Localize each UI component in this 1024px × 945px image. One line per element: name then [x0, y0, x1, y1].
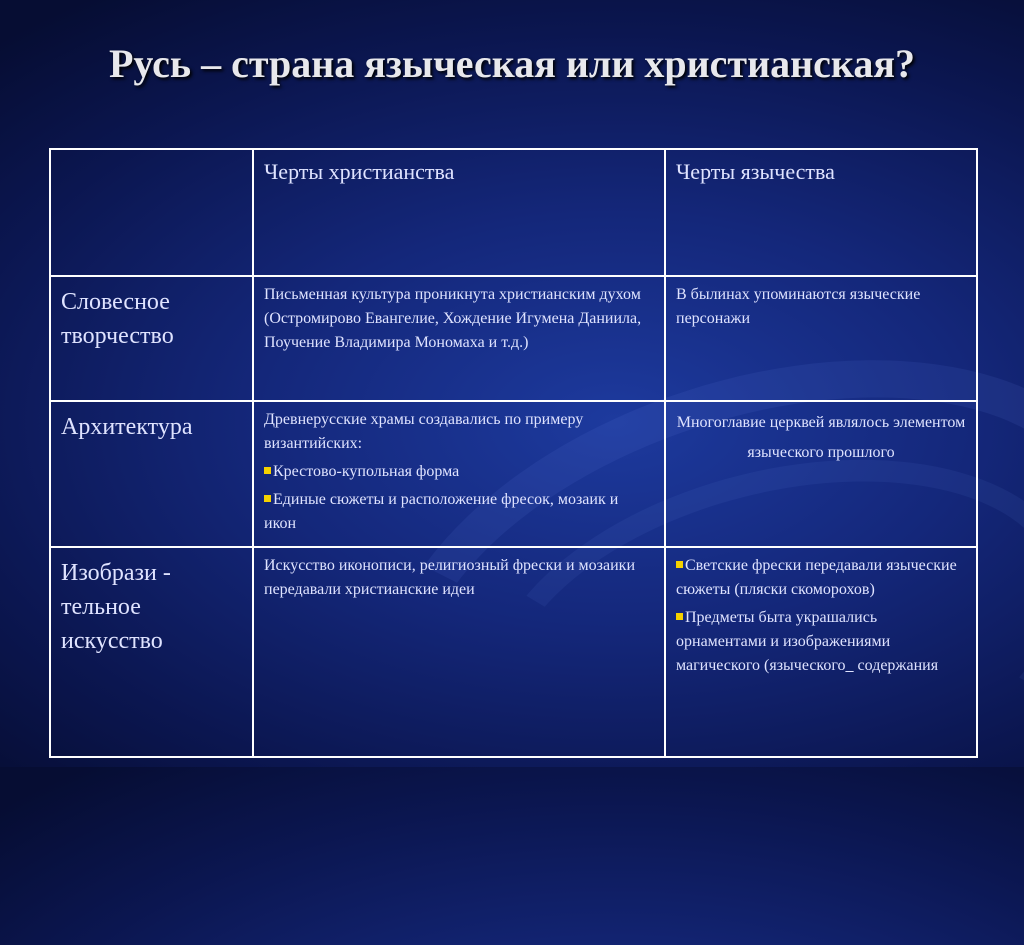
cell-literature-pagan: [665, 276, 977, 401]
bullet-item: [264, 488, 654, 536]
cell-text: В былинах упоминаются языческие персонажи: [676, 286, 921, 327]
cell-fine-art-pagan: [665, 547, 977, 757]
underscore-mark: _: [845, 657, 854, 674]
bullet-text: Единые сюжеты и расположение фресок, мозаик и икон: [264, 491, 619, 532]
table-row: [50, 547, 977, 757]
comparison-table: [49, 148, 978, 758]
cell-text: Искусство иконописи, религиозный фрески и мозаики передавали христианские идеи: [264, 557, 635, 598]
bullet-square-icon: [676, 561, 683, 568]
cell-architecture-christian: [253, 401, 665, 547]
cell-text: Многоглавие церквей являлось элементом языческого прошлого: [676, 414, 966, 461]
cell-text: Письменная культура проникнута христианским духом (Остромирово Евангелие, Хождение Игумена Даниила, Поучение Владимира Мономаха и т.д.): [264, 286, 642, 351]
bullet-text-continued: содержания: [857, 657, 939, 674]
bullet-text: Светские фрески передавали языческие сюжеты (пляски скоморохов): [676, 557, 957, 598]
header-empty-cell: [50, 149, 253, 276]
bullet-square-icon: [264, 467, 271, 474]
bullet-square-icon: [676, 613, 683, 620]
header-pagan: Черты язычества: [665, 149, 977, 276]
bullet-item: [264, 460, 654, 484]
row-label-literature: Словесное творчество: [50, 276, 253, 401]
slide-title: Русь – страна языческая или христианская?: [108, 41, 916, 86]
cell-architecture-pagan: [665, 401, 977, 547]
bullet-item: [676, 554, 966, 602]
row-label-architecture: Архитектура: [50, 401, 253, 547]
header-christian: Черты христианства: [253, 149, 665, 276]
bullet-square-icon: [264, 495, 271, 502]
cell-text: Древнерусские храмы создавались по примеру византийских:: [264, 411, 584, 452]
cell-fine-art-christian: [253, 547, 665, 757]
bullet-text: Предметы быта украшались орнаментами и изображениями магического (языческого: [676, 609, 891, 674]
table-header-row: [50, 149, 977, 276]
cell-literature-christian: [253, 276, 665, 401]
table-row: [50, 401, 977, 547]
row-label-fine-art: Изобрази - тельное искусство: [50, 547, 253, 757]
table-row: [50, 276, 977, 401]
bullet-text: Крестово-купольная форма: [273, 463, 460, 480]
bullet-item: [676, 606, 966, 678]
